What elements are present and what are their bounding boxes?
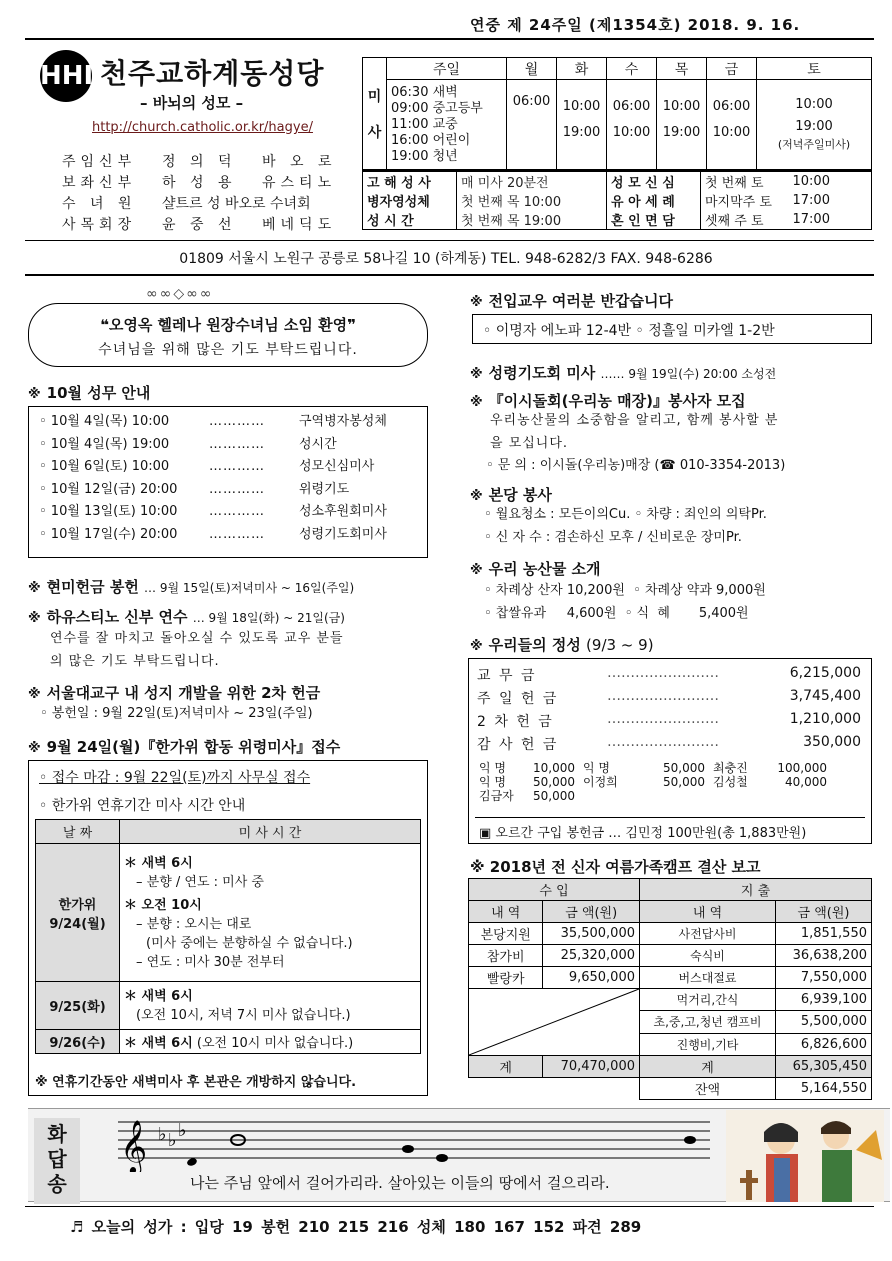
october-date: ◦ 10월 12일(금) 20:00 (39, 481, 178, 497)
expense-item: 숙식비 (640, 945, 776, 967)
divider (25, 1206, 874, 1207)
memorial-note: ※ 연휴기간동안 새벽미사 후 본관은 개방하지 않습니다. (35, 1075, 357, 1090)
service-heading (470, 484, 552, 505)
spirit-detail: …… 9월 19일(수) 20:00 소성전 (600, 367, 777, 381)
offering-amount: 6,215,000 (789, 665, 861, 681)
staff-name: 샬트르 성 바오로 수녀회 (162, 196, 311, 212)
staff-baptismal: 베네딕도 (262, 217, 337, 233)
sacraments-table (362, 170, 872, 230)
offering-title: 우리들의 정성 (488, 636, 581, 654)
staff-row (62, 194, 336, 215)
mass-note: (미사 중에는 분향하실 수 없습니다.) (146, 935, 353, 951)
bullet-icon: ※ (470, 563, 483, 578)
donor-cell: 김금자 (479, 789, 514, 803)
offering-row (477, 734, 861, 754)
dots: ………… (209, 414, 265, 429)
income-header: 수 입 (469, 879, 640, 901)
date-cell: 9/24(월) (49, 916, 106, 932)
staff-role: 수 녀 원 (62, 196, 137, 212)
income-amount: 35,500,000 (543, 923, 640, 945)
day-fri: 금 (707, 58, 757, 80)
income-total: 70,470,000 (543, 1056, 640, 1078)
time: 19:00 (562, 125, 601, 140)
donor-cell: 50,000 (533, 789, 575, 803)
produce-body (484, 580, 766, 625)
offering-amount: 350,000 (803, 734, 861, 750)
blank-cell (469, 989, 640, 1056)
sunday-time: 19:00 청년 (391, 148, 458, 164)
donor-cell (765, 789, 835, 803)
october-date: ◦ 10월 17일(수) 20:00 (39, 526, 178, 542)
sacrament-row (363, 191, 872, 210)
sacrament-time: 17:00 (792, 193, 830, 208)
sacrament-time: 첫 번째 목 10:00 (461, 195, 562, 210)
mon-times: 06:00 (507, 80, 557, 170)
dots: …………………… (607, 665, 719, 681)
sacrament-name: 유 아 세 례 (607, 191, 701, 210)
october-date: ◦ 10월 13일(토) 10:00 (39, 504, 178, 519)
date-cell: 한가위 (58, 897, 97, 913)
service-body (484, 504, 767, 549)
october-event: 성시간 (299, 436, 337, 452)
income-amount: 9,650,000 (543, 967, 640, 989)
donor-cell: 50,000 (663, 761, 705, 775)
expense-item: 진행비,기타 (640, 1033, 776, 1055)
spirit-heading (470, 362, 776, 383)
church-logo: HHI (40, 50, 92, 102)
sunday-time: 09:00 중고등부 (391, 100, 483, 116)
issue-line: 연중 제 24주일 (제1354호) 2018. 9. 16. (470, 16, 801, 34)
expense-item: 먹거리,간식 (640, 989, 776, 1011)
bullet-icon: ※ (470, 489, 483, 504)
col-time: 미 사 시 간 (120, 820, 421, 844)
rice-title: 현미헌금 봉헌 (46, 578, 139, 596)
saints-illustration (726, 1110, 884, 1202)
time: 10:00 (662, 99, 701, 114)
expense-total: 65,305,450 (776, 1056, 872, 1078)
expense-amount: 5,500,000 (776, 1011, 872, 1033)
october-event: 위령기도 (299, 481, 350, 497)
sacrament-name: 성 시 간 (363, 210, 457, 230)
volunteer-line: 우리농산물의 소중함을 알리고, 함께 봉사할 분 (490, 413, 779, 428)
day-mon: 월 (507, 58, 557, 80)
mass-note: – 연도 : 미사 30분 전부터 (136, 954, 285, 970)
sacrament-name: 고 해 성 사 (363, 171, 457, 191)
blank-cell (469, 1078, 640, 1100)
time: 10:00 (795, 97, 833, 112)
donor-cell: 익 명 (479, 761, 506, 775)
staff-name: 윤 중 선 (162, 217, 237, 233)
volunteer-heading (470, 390, 746, 411)
donor-cell: 익 명 (583, 761, 610, 775)
time: 19:00 (795, 119, 833, 134)
offering-amount: 3,745,400 (789, 688, 861, 704)
mass-label: 미 (367, 88, 382, 105)
time: 06:00 (712, 99, 751, 114)
volunteer-body (486, 410, 786, 478)
sunday-time: 11:00 교중 (391, 116, 458, 132)
holiday-mass-table (35, 819, 421, 1054)
balance-label: 잔액 (640, 1078, 776, 1100)
bullet-icon: ※ (28, 611, 41, 626)
svg-text:♭: ♭ (158, 1124, 167, 1145)
expense-header: 지 출 (640, 879, 872, 901)
time: 10:00 (612, 125, 651, 140)
october-item (39, 501, 417, 524)
camp-row (469, 923, 872, 945)
time: 10:00 (562, 99, 601, 114)
dots: ………… (209, 459, 265, 474)
mass-item: ＊ 새벽 6시 (124, 1036, 193, 1051)
october-title (28, 382, 150, 403)
divider (25, 274, 874, 276)
newcomers-title: 전입교우 여러분 반갑습니다 (488, 292, 673, 310)
sacrament-time: 10:00 (792, 174, 830, 189)
staff-baptismal: 유스티노 (262, 175, 337, 191)
sunday-time: 06:30 새벽 (391, 84, 458, 100)
dots: ………… (209, 436, 265, 452)
expense-item: 사전답사비 (640, 923, 776, 945)
bullet-icon: ※ (470, 367, 483, 382)
offering-row (477, 688, 861, 708)
training-heading (28, 606, 345, 627)
bullet-icon: ※ (28, 741, 41, 756)
sacrament-row (363, 171, 872, 191)
training-title: 하유스티노 신부 연수 (46, 608, 188, 626)
memorial-box (28, 760, 428, 1096)
donor-cell: 최충진 (713, 761, 748, 775)
donor-cell (713, 789, 765, 803)
dots: ………… (209, 481, 265, 497)
october-date: ◦ 10월 6일(토) 10:00 (39, 459, 170, 474)
day-sat: 토 (757, 58, 872, 80)
newcomers-heading (470, 290, 673, 311)
sacrament-row (363, 210, 872, 230)
donor-cell: 익 명 (479, 775, 506, 789)
bullet-icon: ※ (28, 687, 41, 702)
october-event: 성소후원회미사 (299, 504, 387, 519)
service-title: 본당 봉사 (488, 486, 552, 504)
staff-name: 하 성 용 (162, 175, 237, 191)
offering-type: 2 차 헌 금 (477, 714, 554, 730)
col-date: 날 짜 (36, 820, 120, 844)
svg-text:♭: ♭ (178, 1120, 187, 1141)
sunday-time: 16:00 어린이 (391, 132, 471, 148)
october-date: ◦ 10월 4일(목) 10:00 (39, 414, 170, 429)
day-sun: 주일 (387, 58, 507, 80)
spirit-title: 성령기도회 미사 (488, 364, 596, 382)
training-line: 연수를 잘 마치고 돌아오실 수 있도록 교우 분들 (50, 631, 344, 646)
address-line: 01809 서울시 노원구 공릉로 58나길 10 (하계동) TEL. 948-6282/3 FAX. 948-6286 (179, 251, 713, 267)
income-item: 빨랑카 (469, 967, 543, 989)
expense-amount: 6,939,100 (776, 989, 872, 1011)
memorial-title: 9월 24일(월)『한가위 합동 위령미사』접수 (46, 738, 341, 756)
sat-times (757, 80, 872, 170)
camp-row (469, 945, 872, 967)
offering-row (477, 711, 861, 731)
total-label: 계 (469, 1056, 543, 1078)
staff-role: 주임신부 (62, 154, 137, 170)
offering-heading (470, 634, 654, 655)
produce-title: 우리 농산물 소개 (488, 560, 601, 578)
service-line: ◦ 신 자 수 : 겸손하신 모후 / 신비로운 장미Pr. (484, 529, 742, 545)
october-box (28, 406, 428, 558)
mass-note: – 분향 : 오시는 대로 (136, 916, 252, 932)
produce-heading (470, 558, 601, 579)
volunteer-title: 『이시돌회(우리농 매장)』봉사자 모집 (488, 392, 746, 410)
donor-cell (583, 789, 635, 803)
tue-times (557, 80, 607, 170)
mass-item: ＊ 새벽 6시 (124, 855, 193, 871)
music-staff (110, 1112, 730, 1172)
october-item (39, 524, 417, 547)
ornament: ∞∞◇∞∞ (146, 286, 214, 302)
sacrament-name: 병자영성체 (363, 191, 457, 210)
october-event: 구역병자봉성체 (299, 414, 387, 429)
staff-row (62, 173, 336, 194)
october-item (39, 456, 417, 479)
time: 10:00 (712, 125, 751, 140)
dots: ………… (209, 526, 265, 542)
mass-note: (오전 10시 미사 없습니다.) (196, 1036, 354, 1051)
training-body (50, 628, 344, 673)
time: 19:00 (662, 125, 701, 140)
balance-amount: 5,164,550 (776, 1078, 872, 1100)
psalm-lyric: 나는 주님 앞에서 걸어가리라. 살아있는 이들의 땅에서 걸으리라. (190, 1174, 610, 1192)
offering-row (477, 665, 861, 685)
day-tue: 화 (557, 58, 607, 80)
hymn-list: ♬ 오늘의 성가 : 입당 19 봉헌 210 215 216 성체 180 167 152 파견 289 (70, 1218, 642, 1236)
sacrament-day: 첫 번째 토 (705, 176, 764, 191)
dots: ………… (209, 504, 265, 519)
staff-name: 정 의 덕 (162, 154, 237, 170)
october-item (39, 479, 417, 502)
col-item: 내 역 (640, 901, 776, 923)
psalm-label: 화 답 송 (34, 1118, 80, 1204)
donor-row (479, 775, 835, 789)
expense-amount: 6,826,600 (776, 1033, 872, 1055)
produce-line: ◦ 찹쌀유과 4,600원 ◦ 식 혜 5,400원 (484, 605, 749, 621)
memorial-heading (28, 736, 340, 757)
second-body: ◦ 봉헌일 : 9월 22일(토)저녁미사 ~ 23일(주일) (40, 706, 313, 721)
donor-cell: 50,000 (533, 775, 575, 789)
donor-cell: 10,000 (533, 761, 575, 775)
sacrament-day: 마지막주 토 (705, 195, 772, 210)
date-cell: 9/26(수) (36, 1030, 120, 1054)
training-detail: … 9월 18일(화) ~ 21일(금) (192, 611, 345, 625)
income-item: 본당지원 (469, 923, 543, 945)
sacrament-day: 셋째 주 토 (705, 214, 764, 229)
mass-item: ＊ 새벽 6시 (124, 988, 193, 1004)
staff-role: 보좌신부 (62, 175, 137, 191)
offering-range: (9/3 ~ 9) (586, 636, 654, 654)
october-item (39, 434, 417, 457)
donor-cell: 100,000 (777, 761, 827, 775)
rice-heading (28, 576, 354, 597)
sacrament-time: 첫 번째 목 19:00 (461, 214, 562, 229)
time-note: (저녁주일미사) (777, 138, 851, 151)
staff-list (62, 152, 336, 236)
day-thu: 목 (657, 58, 707, 80)
time: 06:00 (612, 99, 651, 114)
second-heading (28, 682, 320, 703)
camp-title: ※ 2018년 전 신자 여름가족캠프 결산 보고 (470, 858, 761, 876)
church-url-link[interactable]: http://church.catholic.or.kr/hagye/ (92, 120, 313, 135)
newcomers-box: ◦ 이명자 에노파 12-4반 ◦ 정흘일 미카엘 1-2반 (472, 314, 872, 344)
income-amount: 25,320,000 (543, 945, 640, 967)
camp-table (468, 878, 872, 1100)
mass-label2: 사 (367, 124, 382, 141)
bullet-icon: ※ (470, 295, 483, 310)
welcome-box (28, 303, 428, 367)
mass-note: (오전 10시, 저녁 7시 미사 없습니다.) (136, 1007, 351, 1023)
welcome-title: ❝오영옥 헬레나 원장수녀님 소임 환영❞ (100, 316, 356, 334)
welcome-body: 수녀님을 위해 많은 기도 부탁드립니다. (98, 342, 358, 358)
date-cell: 9/25(화) (36, 982, 120, 1030)
expense-item: 버스대절료 (640, 967, 776, 989)
donor-cell: 40,000 (785, 775, 827, 789)
dots: …………………… (607, 711, 719, 727)
dots: …………………… (607, 734, 719, 750)
offering-box (468, 658, 872, 844)
bullet-icon: ※ (470, 639, 483, 654)
divider (25, 38, 874, 40)
sacrament-time: 매 미사 20분전 (461, 176, 549, 191)
donor-cell (635, 789, 713, 803)
volunteer-line: 을 모십니다. (490, 435, 569, 451)
donor-cell: 50,000 (663, 775, 705, 789)
bullet-icon: ※ (470, 395, 483, 410)
bullet-icon: ※ (28, 581, 41, 596)
october-date: ◦ 10월 4일(목) 19:00 (39, 436, 170, 452)
mass-schedule-table (362, 57, 872, 170)
second-title: 서울대교구 내 성지 개발을 위한 2차 헌금 (46, 684, 321, 702)
training-line: 의 많은 기도 부탁드립니다. (50, 653, 220, 669)
mass-item: ＊ 오전 10시 (124, 897, 202, 913)
church-name: 천주교하계동성당 (100, 57, 325, 90)
rice-detail: … 9월 15일(토)저녁미사 ~ 16일(주일) (144, 581, 355, 595)
october-event: 성령기도회미사 (299, 526, 387, 542)
expense-amount: 36,638,200 (776, 945, 872, 967)
wed-times (607, 80, 657, 170)
organ-offering: ▣ 오르간 구입 봉헌금 … 김민정 100만원(총 1,883만원) (475, 817, 865, 841)
sunday-times (387, 80, 507, 170)
sacrament-name: 혼 인 면 담 (607, 210, 701, 230)
staff-baptismal: 바 오 로 (262, 154, 337, 170)
sacrament-name: 성 모 신 심 (607, 171, 701, 191)
sacrament-time: 17:00 (792, 212, 830, 227)
dots: …………………… (607, 688, 719, 704)
volunteer-contact: ◦ 문 의 : 이시돌(우리농)매장 (☎ 010-3354-2013) (486, 458, 786, 473)
donor-row (479, 761, 835, 775)
service-line: ◦ 월요청소 : 모든이의Cu. ◦ 차량 : 죄인의 의탁Pr. (484, 507, 767, 522)
divider (25, 240, 874, 241)
expense-item: 초,중,고,청년 캠프비 (640, 1011, 776, 1033)
staff-row (62, 215, 336, 236)
expense-amount: 1,851,550 (776, 923, 872, 945)
expense-amount: 7,550,000 (776, 967, 872, 989)
col-amount: 금 액(원) (543, 901, 640, 923)
offering-type: 교 무 금 (477, 668, 537, 684)
mass-note: – 분향 / 연도 : 미사 중 (136, 874, 264, 890)
offering-type: 주 일 헌 금 (477, 691, 559, 707)
day-wed: 수 (607, 58, 657, 80)
thu-times (657, 80, 707, 170)
memorial-guide: ◦ 한가위 연휴기간 미사 시간 안내 (39, 798, 246, 814)
offering-type: 감 사 헌 금 (477, 737, 559, 753)
church-patron: – 바뇌의 성모 – (140, 94, 244, 112)
svg-text:𝄞: 𝄞 (120, 1119, 148, 1172)
svg-text:♭: ♭ (168, 1130, 177, 1151)
col-amount: 금 액(원) (776, 901, 872, 923)
donor-cell: 이정희 (583, 775, 618, 789)
col-item: 내 역 (469, 901, 543, 923)
camp-row (469, 967, 872, 989)
produce-line: ◦ 차례상 산자 10,200원 ◦ 차례상 약과 9,000원 (484, 583, 766, 598)
staff-role: 사목회장 (62, 217, 137, 233)
october-item (39, 411, 417, 434)
fri-times (707, 80, 757, 170)
total-label: 계 (640, 1056, 776, 1078)
offering-amount: 1,210,000 (789, 711, 861, 727)
bullet-icon: ※ (28, 387, 41, 402)
donor-row (479, 789, 835, 803)
memorial-deadline: ◦ 접수 마감 : 9월 22일(토)까지 사무실 접수 (39, 770, 311, 786)
camp-row (469, 989, 872, 1011)
october-title-text: 10월 성무 안내 (46, 384, 151, 402)
staff-row (62, 152, 336, 173)
october-event: 성모신심미사 (299, 459, 375, 474)
income-item: 참가비 (469, 945, 543, 967)
donor-cell: 김성철 (713, 775, 748, 789)
